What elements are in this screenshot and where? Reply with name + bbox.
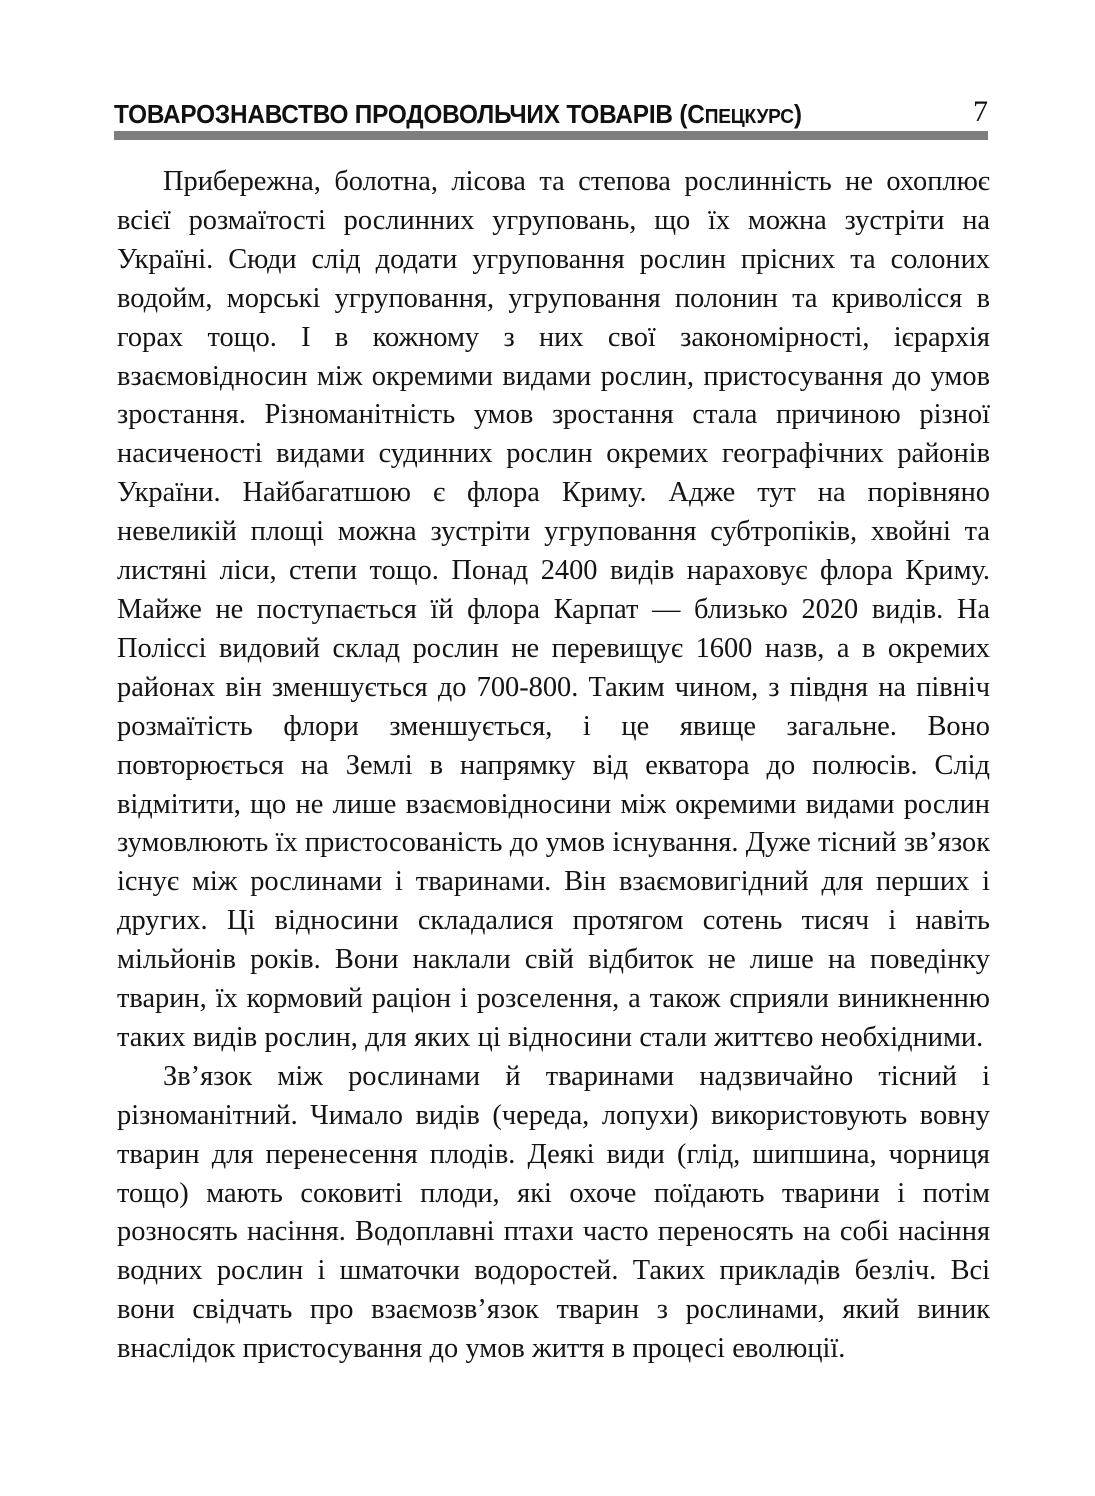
running-head-title-main: ТОВАРОЗНАВСТВО ПРОДОВОЛЬЧИХ ТОВАРІВ — [114, 100, 680, 129]
header-divider-rule — [114, 131, 988, 140]
running-head-paren-open: (С — [679, 100, 705, 129]
running-head — [114, 88, 988, 128]
running-head-title-subtitle — [679, 101, 801, 129]
paragraph: Прибережна, болотна, лісова та степова рослинність не охоплює всієї розмаїтості рослинних угруповань, що їх можна зустріти на Україні. Сюди слід додати угруповання рослин прісних та солоних водойм, морські угруповання, угруповання полонин та криволісся в горах тощо. І в кожному з них свої закономірності, ієрархія взаємовідносин між окремими видами рослин, пристосування до умов зростання. Різноманітність умов зростання стала причиною різної насиченості видами судинних рослин окремих географічних районів України. Найбагатшою є флора Криму. Адже тут на порівняно невеликій площі можна зустріти угруповання субтропіків, хвойні та листяні ліси, степи тощо. Понад 2400 видів нараховує флора Криму. Майже не поступається їй флора Карпат — близько 2020 видів. На Поліссі видовий склад рослин не перевищує 1600 назв, а в окремих районах він зменшується до 700-800. Таким чином, з півдня на північ розмаїтість флори зменшується, і це явище загальне. Воно повторюється на Землі в напрямку від екватора до полюсів. Слід відмітити, що не лише взаємовідносини між окремими видами рослин зумовлюють їх пристосованість до умов існування. Дуже тісний зв’язок існує між рослинами і тваринами. Він взаємовигідний для перших і других. Ці відносини складалися протягом сотень тисяч і навіть мільйонів років. Вони наклали свій відбиток не лише на поведінку тварин, їх кормовий раціон і розселення, а також сприяли виникненню таких видів рослин, для яких ці відносини стали життєво необхідними. — [117, 166, 991, 1053]
running-head-paren-close: ) — [793, 100, 802, 129]
page-number: 7 — [973, 95, 988, 128]
running-head-title — [114, 100, 802, 129]
running-head-smallcaps: ПЕЦКУРС — [704, 105, 794, 128]
body-text-block — [117, 163, 990, 1369]
paragraph: Зв’язок між рослинами й тваринами надзвичайно тісний і різноманітний. Чимало видів (череда, лопухи) використовують вовну тварин для перенесення плодів. Деякі види (глід, шипшина, чорниця тощо) мають соковиті плоди, які охоче поїдають тварини і потім розносять насіння. Водоплавні птахи часто переносять на собі насіння водних рослин і шматочки водоростей. Таких прикладів безліч. Всі вони свідчать про взаємозв’язок тварин з рослинами, який виник внаслідок пристосування до умов життя в процесі еволюції. — [117, 1060, 990, 1365]
